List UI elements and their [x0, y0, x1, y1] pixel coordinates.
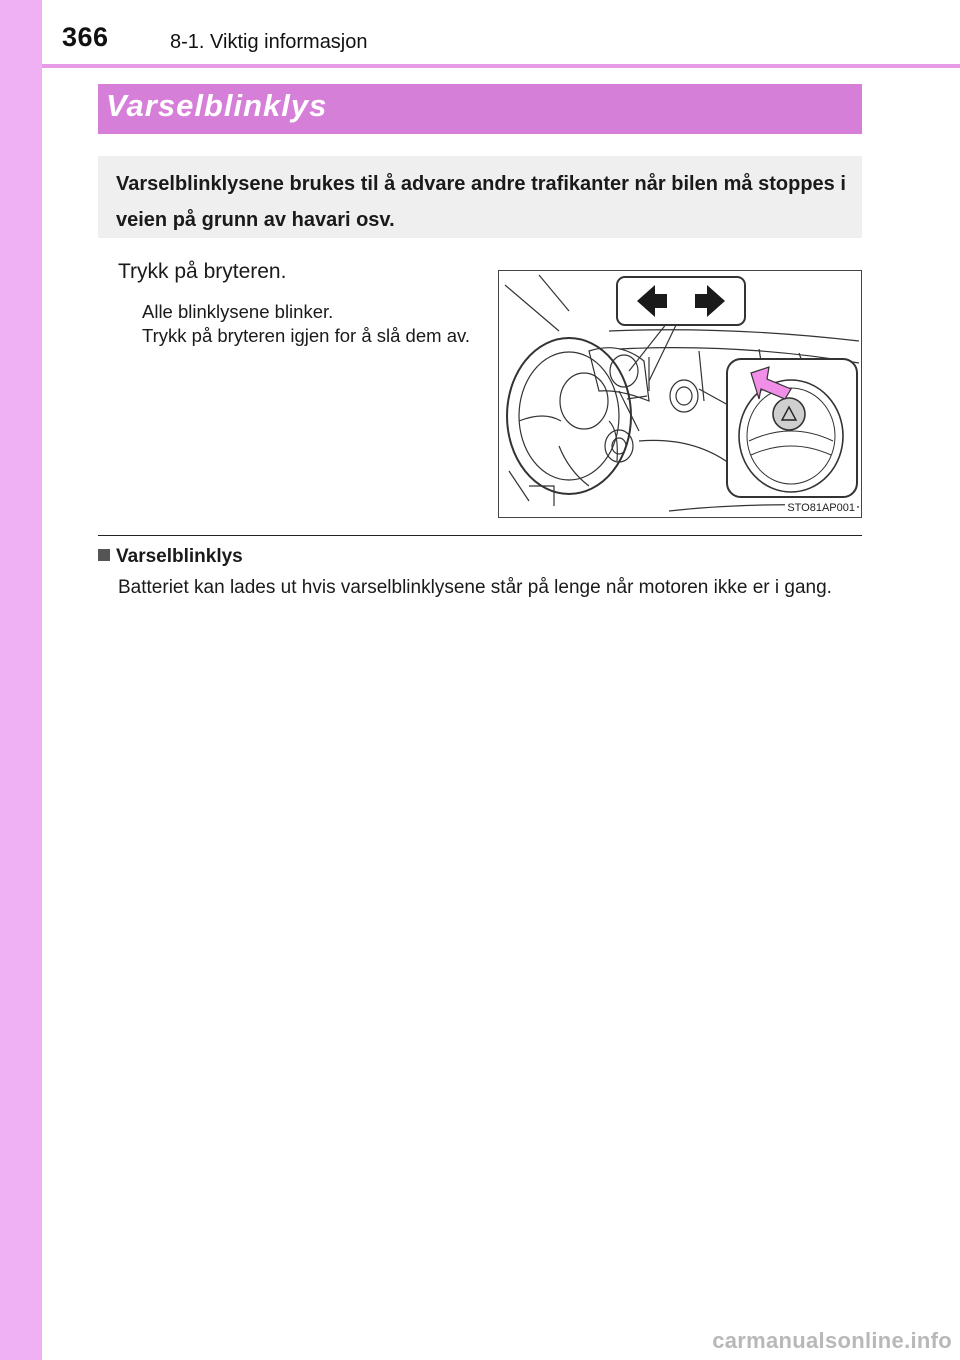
note-heading: [98, 546, 243, 568]
step-detail-line: Trykk på bryteren igjen for å slå dem av.: [142, 325, 470, 346]
section-reference: 8-1. Viktig informasjon: [170, 31, 368, 53]
note-heading-text: Varselblinklys: [116, 546, 243, 567]
page-number: 366: [62, 22, 109, 52]
hazard-switch-illustration: [498, 270, 862, 518]
intro-text: Varselblinklysene brukes til å advare andre trafikanter når bilen må stoppes i veien på grunn av havari osv.: [116, 173, 846, 231]
header-rule: [42, 64, 960, 68]
figure-code: STO81AP001: [787, 502, 855, 514]
side-tab-strip: [0, 0, 42, 1360]
section-title: Varselblinklys: [106, 88, 328, 123]
watermark: carmanualsonline.info: [712, 1328, 952, 1353]
dashboard-drawing: [499, 271, 861, 517]
step-detail-line: Alle blinklysene blinker.: [142, 301, 334, 322]
section-divider: [98, 535, 862, 536]
square-bullet-icon: [98, 549, 110, 561]
note-body: Batteriet kan lades ut hvis varselblinklysene står på lenge når motoren ikke er i gang.: [118, 577, 832, 598]
step-instruction: Trykk på bryteren.: [118, 260, 287, 283]
step-details: [142, 300, 476, 348]
